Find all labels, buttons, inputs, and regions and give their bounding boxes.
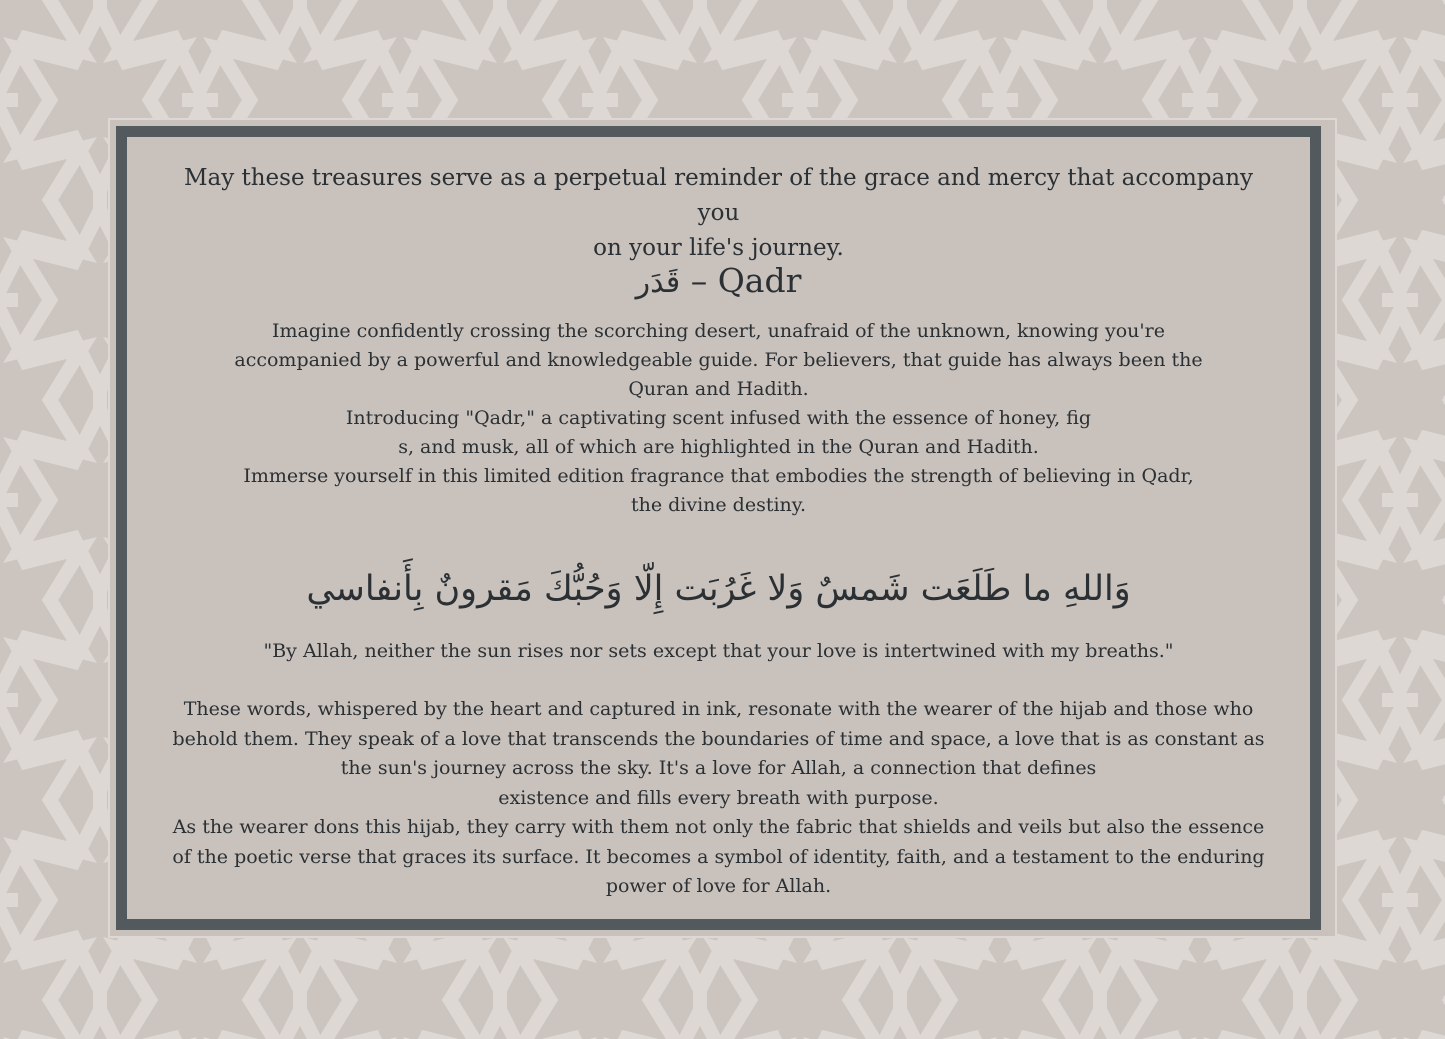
description-line: the divine destiny. [630,494,807,516]
product-title [167,259,1270,305]
title-separator: – [690,261,708,300]
reflection-line: As the wearer dons this hijab, they carry with them not only the fabric that shields and veils but also the essence [172,816,1265,838]
description-line: Introducing "Qadr," a captivating scent infused with the essence of honey, fig [345,407,1092,429]
arabic-verse: وَاللهِ ما طَلَعَت شَمسٌ وَلا غَرُبَت إِلّا وَحُبُّكَ مَقرونٌ بِأَنفاسي [306,569,1131,609]
description-line: s, and musk, all of which are highlighted in the Quran and Hadith. [398,436,1039,458]
reflection-line: the sun's journey across the sky. It's a love for Allah, a connection that defines [340,757,1097,779]
reflection-line: behold them. They speak of a love that transcends the boundaries of time and space, a love that is as constant as [172,727,1265,750]
description-line: accompanied by a powerful and knowledgeable guide. For believers, that guide has always been the [234,349,1203,371]
product-arabic-name: قَدَر [635,265,681,300]
product-description [167,317,1270,520]
verse-translation: "By Allah, neither the sun rises nor sets except that your love is intertwined with my breaths." [263,640,1174,662]
message-card [116,126,1321,930]
reflection-line: power of love for Allah. [605,875,832,897]
reflection-line: of the poetic verse that graces its surface. It becomes a symbol of identity, faith, and a testament to the enduring [172,845,1265,868]
reflection-line: existence and fills every breath with purpose. [498,786,939,809]
description-line: Quran and Hadith. [628,378,809,400]
reflection-text [167,695,1270,902]
description-line: Imagine confidently crossing the scorching desert, unafraid of the unknown, knowing you're [272,320,1165,342]
reflection-line: These words, whispered by the heart and captured in ink, resonate with the wearer of the hijab and those who [183,698,1254,720]
intro-line: on your life's journey. [593,235,844,261]
intro-text [167,161,1270,266]
description-line: Immerse yourself in this limited edition fragrance that embodies the strength of believing in Qadr, [243,465,1194,487]
product-name: Qadr [717,261,802,300]
intro-line: May these treasures serve as a perpetual reminder of the grace and mercy that accompany you [183,165,1254,226]
